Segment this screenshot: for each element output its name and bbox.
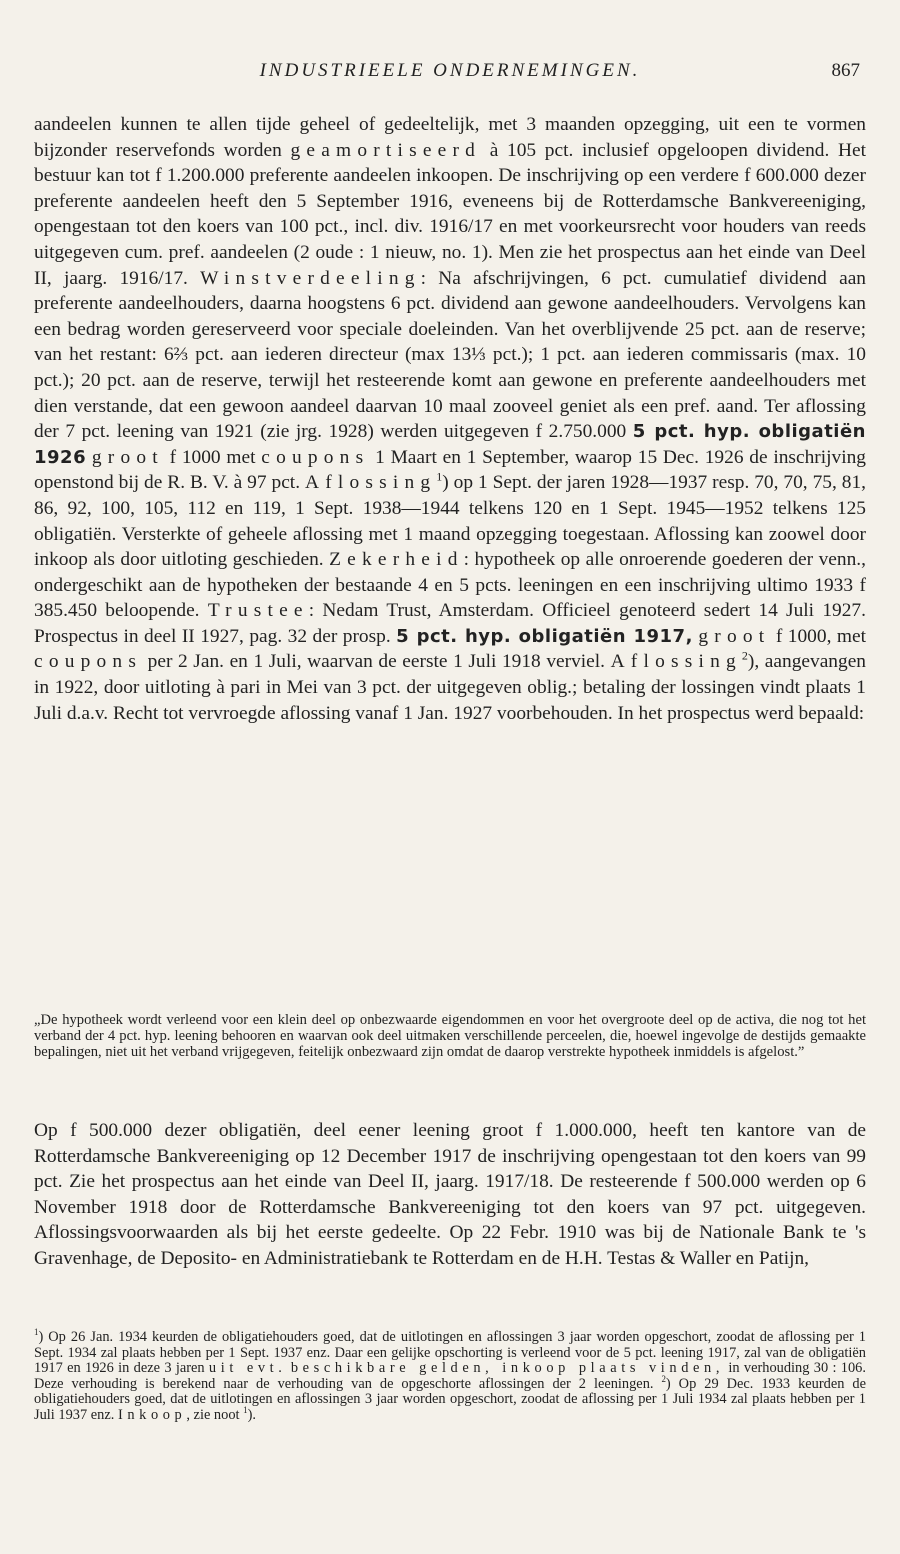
footnote-ref: 1: [243, 1405, 248, 1416]
footnote-text: , zie noot: [186, 1406, 244, 1423]
footnote-ref: 1: [436, 469, 443, 484]
text-run: à 105 pct. inclusief opgeloopen dividend. Het bestuur kan tot f 1.200.000 preferente aandeelen inkoopen. De inschrijving op een verdere f 600.000 dezer preferente aandeelen heeft den 5 September 1916, eveneens bij de Rotterdamsche Bankvereeniging, opengestaan tot den koers van 100 pct., incl. div. 1916/17 en met voorkeursrecht voor houders van reeds uitgegeven cum. pref. aandeelen (2 oude : 1 nieuw, no. 1). Men zie het prospectus aan het einde van Deel II, jaarg. 1916/17.: [34, 139, 866, 289]
footnote-mark: 2: [661, 1373, 666, 1384]
spaced-term: groot: [91, 446, 164, 468]
spaced-term: beschikbare gelden, inkoop plaats vinden,: [290, 1360, 725, 1377]
text-run: : Nedam Trust, Amsterdam. Officieel genoteerd sedert 14 Juli 1927. Prospectus in deel II 1927, pag. 32 der prosp.: [34, 600, 866, 647]
section-term-winstverdeeling: Winstverdeeling: [200, 267, 421, 289]
bond-heading-1926: 5 pct. hyp. obligatiën 1926: [34, 421, 866, 468]
section-term-zekerheid: Zekerheid: [329, 549, 464, 571]
text-run: aandeelen kunnen te allen tijde geheel of gedeeltelijk, met 3 maanden opzegging, uit een te vormen bijzonder reservefonds worden: [34, 114, 866, 161]
footnotes: [34, 1327, 866, 1424]
section-term-aflossing: Aflossing: [610, 651, 742, 673]
section-term-aflossing: Aflossing: [304, 472, 437, 494]
footnote-text: ).: [247, 1406, 256, 1423]
text-run: f 1000 met: [163, 446, 262, 468]
main-paragraph: [34, 112, 866, 726]
footnote-text: in verhouding 30 : 106. Deze verhouding is berekend naar de verhouding van de opgeschorte aflossingen der 2 leeningen.: [34, 1360, 866, 1392]
spaced-term: geamortiseerd: [290, 139, 482, 161]
spaced-term: uit evt.: [208, 1360, 287, 1377]
bond-heading-1917: 5 pct. hyp. obligatiën 1917,: [396, 625, 693, 647]
footnote-text: ) Op 29 Dec. 1933 keurden de obligatiehouders goed, dat de uitlotingen en aflossingen 3 jaar worden opgeschort, zoodat de aflossing per 1 Juli 1934 zal plaats hebben per 1 Juli 1937 enz.: [34, 1375, 866, 1423]
spaced-term: Inkoop: [117, 1406, 187, 1423]
footnote-ref: 2: [741, 649, 748, 663]
text-run: ) op 1 Sept. der jaren 1928—1937 resp. 70, 70, 75, 81, 86, 92, 100, 105, 112 en 119, 1 Sept. 1938—1944 telkens 120 en 1 Sept. 1945—1952 telkens 125 obligatiën. Versterkte of geheele aflossing met 1 maand opzegging toegestaan. Aflossing kan zoowel door inkoop als door uitloting geschieden.: [34, 472, 866, 571]
page-number: 867: [831, 60, 860, 81]
text-run: f 1000, met: [770, 625, 866, 647]
second-paragraph: Op f 500.000 dezer obligatiën, deel eener leening groot f 1.000.000, heeft ten kantore van de Rotterdamsche Bankvereeniging op 12 December 1917 de inschrijving opengestaan tot den koers van 99 pct. Zie het prospectus aan het einde van Deel II, jaarg. 1917/18. De resteerende f 500.000 werden op 6 November 1918 door de Rotterdamsche Bankvereeniging tot den koers van 97 pct. uitgegeven. Aflossingsvoorwaarden als bij het eerste gedeelte. Op 22 Febr. 1910 was bij de Nationale Bank te 's Gravenhage, de Deposito- en Administratiebank te Rotterdam en de H.H. Testas & Waller en Patijn,: [34, 1120, 866, 1269]
spaced-term: groot: [698, 625, 771, 647]
text-run: : hypotheek op alle onroerende goederen der venn., ondergeschikt aan de hypotheken der bestaande 4 en 5 pcts. leeningen en een inschrijving ultimo 1933 f 385.450 beloopende.: [34, 549, 866, 622]
text-run: per 2 Jan. en 1 Juli, waarvan de eerste 1 Juli 1918 verviel.: [142, 651, 611, 673]
running-title: INDUSTRIEELE ONDERNEMINGEN.: [259, 60, 641, 81]
text-run: ), aangevangen in 1922, door uitloting à pari in Mei van 3 pct. der uitgegeven oblig.; betaling der lossingen vindt plaats 1 Juli d.a.v. Recht tot vervroegde aflossing vanaf 1 Jan. 1927 voorbehouden. In het prospectus werd bepaald:: [34, 651, 866, 724]
spaced-term: coupons: [34, 651, 143, 673]
prospectus-quote: „De hypotheek wordt verleend voor een klein deel op onbezwaarde eigendommen en voor het overgroote deel op de activa, die nog tot het verband der 4 pct. hyp. leening behooren en waarvan ook deel uitmaken verschillende perceelen, die, hoewel ingevolge de destijds gemaakte bepalingen, niet uit het verband vrijgegeven, feitelijk onbezwaard zijn omdat de daarop verstrekte hypotheek inmiddels is afgelost.”: [34, 1012, 866, 1061]
footnote-mark: 1: [34, 1327, 39, 1338]
text-run: : Na afschrijvingen, 6 pct. cumulatief dividend aan preferente aandeelhouders, daarna hoogstens 6 pct. dividend aan gewone aandeelhouders. Vervolgens kan een bedrag worden gereserveerd voor speciale doeleinden. Van het overblijvende 25 pct. aan de reserve; van het restant: 6⅔ pct. aan iederen directeur (max 13⅓ pct.); 1 pct. aan iederen commissaris (max. 10 pct.); 20 pct. aan de reserve, terwijl het resteerende komt aan gewone en preferente aandeelhouders met dien verstande, dat een gewoon aandeel daarvan 10 maal zooveel geniet als een pref. aand. Ter aflossing der 7 pct. leening van 1921 (zie jrg. 1928) werden uitgegeven f 2.750.000: [34, 267, 866, 443]
text-run: 1 Maart en 1 September, waarop 15 Dec. 1926 de inschrijving openstond bij de R. B. V. à 97 pct.: [34, 446, 866, 494]
spaced-term: coupons: [261, 446, 370, 468]
section-term-trustee: Trustee: [207, 600, 309, 622]
page-header: [34, 58, 866, 88]
footnote-text: ) Op 26 Jan. 1934 keurden de obligatiehouders goed, dat de uitlotingen en aflossingen 3 jaar worden opgeschort, zoodat de aflossing per 1 Sept. 1934 zal plaats hebben per 1 Sept. 1937 enz. Daar een gelijke opschorting is verleend voor de 5 pct. leening 1917, zal van de obligatiën 1917 en 1926 in deze 3 jaren: [34, 1329, 866, 1377]
